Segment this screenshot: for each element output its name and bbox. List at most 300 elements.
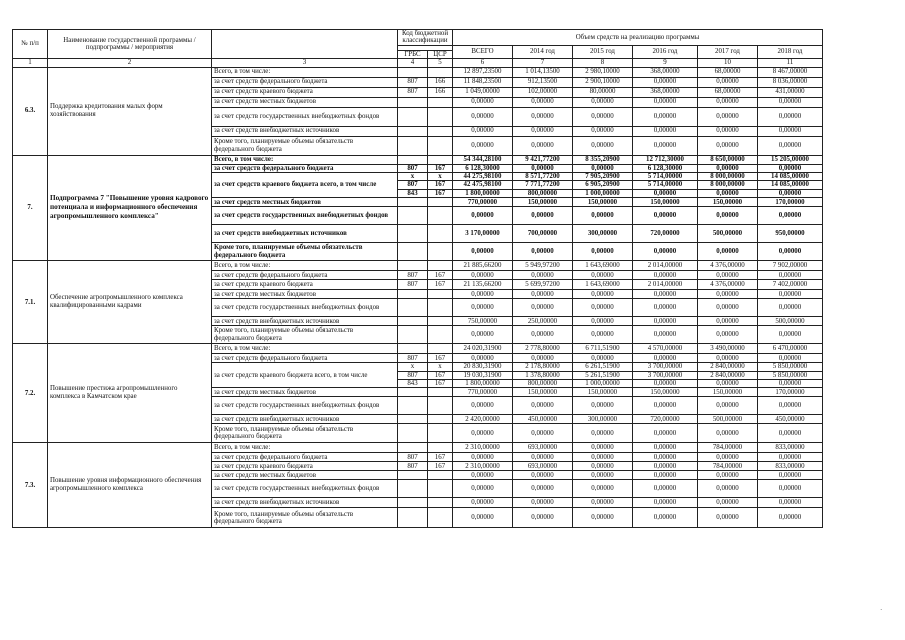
row-csr xyxy=(428,67,453,77)
row-value-year: 1 643,69000 xyxy=(573,280,633,290)
header-total: ВСЕГО xyxy=(453,45,513,58)
header-index-9: 9 xyxy=(633,59,698,67)
row-value-year: 0,00000 xyxy=(698,207,758,225)
subrow-csr: 167 xyxy=(428,189,453,197)
row-value-year: 0,00000 xyxy=(573,97,633,107)
row-value-year: 0,00000 xyxy=(633,136,698,155)
row-grbs xyxy=(398,299,428,317)
row-value-year: 500,00000 xyxy=(758,317,823,326)
subrow-value-year: 0,00000 xyxy=(633,380,698,388)
row-csr xyxy=(428,155,453,164)
row-grbs xyxy=(398,198,428,207)
row-value-year: 0,00000 xyxy=(758,271,823,280)
row-value-year: 833,00000 xyxy=(758,462,823,471)
row-value-year: 0,00000 xyxy=(698,299,758,317)
row-grbs xyxy=(398,508,428,528)
row-value-year: 0,00000 xyxy=(513,299,573,317)
row-value-total: 0,00000 xyxy=(453,107,513,126)
row-value-year: 0,00000 xyxy=(573,424,633,443)
row-csr xyxy=(428,198,453,207)
row-value-year: 0,00000 xyxy=(758,136,823,155)
row-csr xyxy=(428,317,453,326)
row-value-year: 0,00000 xyxy=(698,508,758,528)
row-label: за счет средств федерального бюджета xyxy=(212,271,398,280)
row-grbs: 807 xyxy=(398,164,428,172)
row-csr xyxy=(428,344,453,354)
row-csr xyxy=(428,97,453,107)
subrow-value-total: 42 475,98100 xyxy=(453,181,513,189)
row-csr: 167 xyxy=(428,271,453,280)
row-value-year: 150,00000 xyxy=(633,198,698,207)
row-grbs: 807 xyxy=(398,87,428,97)
row-value-year: 0,00000 xyxy=(513,207,573,225)
subrow-value-year: 3 700,00000 xyxy=(633,371,698,379)
subrow-value-year: 5 850,00000 xyxy=(758,371,823,379)
row-value-year: 0,00000 xyxy=(573,443,633,453)
subrow-value-year: 0,00000 xyxy=(758,380,823,388)
row-value-year: 0,00000 xyxy=(513,126,573,136)
row-value-year: 0,00000 xyxy=(573,243,633,261)
row-value-year: 0,00000 xyxy=(633,471,698,480)
section-index: 7. xyxy=(13,155,48,261)
row-label: Всего, в том числе: xyxy=(212,344,398,354)
row-value-year: 0,00000 xyxy=(758,299,823,317)
row-csr: 167 xyxy=(428,164,453,172)
row-value-year: 150,00000 xyxy=(698,388,758,397)
row-csr: х xyxy=(428,173,453,181)
row-csr xyxy=(428,136,453,155)
row-value-year: 0,00000 xyxy=(573,317,633,326)
header-volume: Объем средств на реализацию программы xyxy=(453,30,823,46)
row-value-year: 0,00000 xyxy=(633,508,698,528)
row-label: Всего, в том числе: xyxy=(212,443,398,453)
row-grbs xyxy=(398,317,428,326)
row-value-year: 0,00000 xyxy=(573,462,633,471)
row-value-total: 20 830,31900 xyxy=(453,363,513,371)
row-value-total: 1 049,00000 xyxy=(453,87,513,97)
row-value-year: 720,00000 xyxy=(633,415,698,424)
row-value-year: 0,00000 xyxy=(513,107,573,126)
row-label: Всего, в том числе: xyxy=(212,261,398,271)
row-value-total: 2 420,00000 xyxy=(453,415,513,424)
row-grbs: 807 xyxy=(398,77,428,87)
row-value-year: 0,00000 xyxy=(513,498,573,508)
row-value-year: 6 128,30000 xyxy=(633,164,698,172)
row-value-year: 0,00000 xyxy=(633,453,698,462)
row-value-year: 0,00000 xyxy=(698,126,758,136)
row-value-year: 0,00000 xyxy=(758,471,823,480)
row-value-total: 11 848,23500 xyxy=(453,77,513,87)
row-value-total: 0,00000 xyxy=(453,397,513,415)
subrow-value-year: 0,00000 xyxy=(633,189,698,197)
row-csr xyxy=(428,243,453,261)
row-value-year: 2 178,80000 xyxy=(513,363,573,371)
row-value-year: 3 700,00000 xyxy=(633,363,698,371)
row-value-total: 0,00000 xyxy=(453,498,513,508)
header-year-2014: 2014 год xyxy=(513,45,573,58)
row-value-year: 300,00000 xyxy=(573,225,633,243)
row-grbs xyxy=(398,67,428,77)
row-value-year: 0,00000 xyxy=(758,354,823,363)
row-value-year: 2 900,10000 xyxy=(573,77,633,87)
row-value-year: 8 000,00000 xyxy=(698,173,758,181)
row-value-year: 4 570,00000 xyxy=(633,344,698,354)
table-row xyxy=(13,67,823,77)
row-value-year: 0,00000 xyxy=(573,299,633,317)
row-value-year: 0,00000 xyxy=(758,480,823,498)
section-name: Подпрограмма 7 "Повышение уровня кадрового потенциала и информационного обеспечения агропромышленного комплекса" xyxy=(48,155,212,261)
row-value-total: 0,00000 xyxy=(453,299,513,317)
row-value-total: 12 897,23500 xyxy=(453,67,513,77)
table-row xyxy=(13,344,823,354)
row-value-year: 150,00000 xyxy=(513,198,573,207)
row-label: за счет средств краевого бюджета xyxy=(212,462,398,471)
row-value-year: 9 421,77200 xyxy=(513,155,573,164)
row-value-total: 2 310,00000 xyxy=(453,443,513,453)
row-grbs xyxy=(398,261,428,271)
row-grbs xyxy=(398,344,428,354)
subrow-csr: 167 xyxy=(428,181,453,189)
row-value-year: 0,00000 xyxy=(698,498,758,508)
row-csr: 167 xyxy=(428,280,453,290)
row-value-total: 0,00000 xyxy=(453,290,513,299)
row-value-total: 0,00000 xyxy=(453,508,513,528)
header-name: Наименование государственной программы / подпрограммы / мероприятия xyxy=(48,30,212,59)
row-label: Кроме того, планируемые объемы обязательств федерального бюджета xyxy=(212,326,398,344)
subrow-value-year: 14 085,00000 xyxy=(758,181,823,189)
row-value-year: 0,00000 xyxy=(698,471,758,480)
row-csr: 167 xyxy=(428,354,453,363)
row-grbs xyxy=(398,498,428,508)
row-value-year: 2 840,00000 xyxy=(698,363,758,371)
row-grbs xyxy=(398,424,428,443)
row-label: за счет средств краевого бюджета всего, в том числе xyxy=(212,173,398,198)
page-mark: · xyxy=(880,606,883,614)
row-grbs xyxy=(398,326,428,344)
row-value-year: 0,00000 xyxy=(573,207,633,225)
row-csr: х xyxy=(428,363,453,371)
row-value-year: 1 014,13500 xyxy=(513,67,573,77)
row-value-year: 6 470,00000 xyxy=(758,344,823,354)
row-grbs xyxy=(398,480,428,498)
row-grbs xyxy=(398,207,428,225)
row-value-year: 0,00000 xyxy=(758,424,823,443)
row-value-year: 0,00000 xyxy=(513,424,573,443)
row-label: за счет средств внебюджетных источников xyxy=(212,126,398,136)
row-value-year: 693,00000 xyxy=(513,443,573,453)
row-grbs xyxy=(398,471,428,480)
row-value-year: 0,00000 xyxy=(698,77,758,87)
row-value-year: 0,00000 xyxy=(633,126,698,136)
row-value-year: 0,00000 xyxy=(513,354,573,363)
row-value-total: 0,00000 xyxy=(453,126,513,136)
subrow-value-year: 6 905,20900 xyxy=(573,181,633,189)
row-value-year: 14 085,00000 xyxy=(758,173,823,181)
table-body xyxy=(13,67,823,528)
row-value-year: 0,00000 xyxy=(573,480,633,498)
row-value-year: 68,00000 xyxy=(698,87,758,97)
row-value-year: 0,00000 xyxy=(698,424,758,443)
subrow-value-year: 800,00000 xyxy=(513,380,573,388)
row-value-year: 7 402,00000 xyxy=(758,280,823,290)
row-value-year: 8 036,00000 xyxy=(758,77,823,87)
row-label: Всего, в том числе: xyxy=(212,155,398,164)
row-value-year: 150,00000 xyxy=(573,388,633,397)
section-index: 7.2. xyxy=(13,344,48,443)
row-value-year: 0,00000 xyxy=(513,397,573,415)
row-value-year: 8 571,77200 xyxy=(513,173,573,181)
table-row xyxy=(13,261,823,271)
row-value-year: 0,00000 xyxy=(758,243,823,261)
row-value-year: 0,00000 xyxy=(698,271,758,280)
row-label: за счет средств краевого бюджета xyxy=(212,280,398,290)
row-value-year: 0,00000 xyxy=(698,354,758,363)
row-value-year: 368,00000 xyxy=(633,67,698,77)
row-value-year: 0,00000 xyxy=(633,271,698,280)
subrow-value-year: 2 840,00000 xyxy=(698,371,758,379)
row-grbs xyxy=(398,107,428,126)
header-index-7: 7 xyxy=(513,59,573,67)
row-grbs: 807 xyxy=(398,271,428,280)
row-csr xyxy=(428,299,453,317)
row-csr xyxy=(428,290,453,299)
row-value-year: 150,00000 xyxy=(513,388,573,397)
row-csr xyxy=(428,225,453,243)
row-label: за счет средств федерального бюджета xyxy=(212,164,398,172)
row-label: за счет средств государственных внебюджетных фондов xyxy=(212,207,398,225)
row-value-year: 0,00000 xyxy=(513,271,573,280)
row-value-year: 0,00000 xyxy=(513,453,573,462)
row-value-total: 44 275,98100 xyxy=(453,173,513,181)
row-value-year: 784,00000 xyxy=(698,462,758,471)
header-csr: ЦСР xyxy=(428,50,453,58)
row-value-total: 0,00000 xyxy=(453,424,513,443)
table-header xyxy=(13,30,823,68)
section-name: Поддержка кредитования малых форм хозяйствования xyxy=(48,67,212,155)
section-index: 6.3. xyxy=(13,67,48,155)
row-grbs xyxy=(398,290,428,299)
row-value-year: 0,00000 xyxy=(573,354,633,363)
row-value-total: 54 344,28100 xyxy=(453,155,513,164)
row-value-year: 0,00000 xyxy=(633,77,698,87)
row-value-total: 21 885,66200 xyxy=(453,261,513,271)
row-grbs xyxy=(398,225,428,243)
budget-table xyxy=(12,29,823,528)
subrow-value-year: 0,00000 xyxy=(698,380,758,388)
subrow-value-year: 8 000,00000 xyxy=(698,181,758,189)
row-value-year: 0,00000 xyxy=(573,290,633,299)
row-csr xyxy=(428,107,453,126)
row-value-year: 102,00000 xyxy=(513,87,573,97)
row-value-year: 833,00000 xyxy=(758,443,823,453)
row-value-year: 0,00000 xyxy=(698,136,758,155)
row-value-year: 0,00000 xyxy=(513,243,573,261)
row-label: Всего, в том числе: xyxy=(212,67,398,77)
row-value-year: 0,00000 xyxy=(758,207,823,225)
row-label: Кроме того, планируемые объемы обязательств федерального бюджета xyxy=(212,424,398,443)
row-value-year: 15 205,00000 xyxy=(758,155,823,164)
row-grbs xyxy=(398,155,428,164)
row-csr xyxy=(428,261,453,271)
row-label: за счет средств государственных внебюджетных фондов xyxy=(212,299,398,317)
row-value-year: 0,00000 xyxy=(573,271,633,280)
row-value-year: 0,00000 xyxy=(513,164,573,172)
subrow-grbs: 843 xyxy=(398,189,428,197)
row-label: за счет средств краевого бюджета всего, в том числе xyxy=(212,363,398,388)
row-value-year: 0,00000 xyxy=(573,326,633,344)
row-value-year: 0,00000 xyxy=(513,97,573,107)
row-value-year: 0,00000 xyxy=(698,97,758,107)
row-label: за счет средств внебюджетных источников xyxy=(212,317,398,326)
subrow-grbs: 807 xyxy=(398,181,428,189)
header-index-4: 4 xyxy=(398,59,428,67)
row-value-year: 0,00000 xyxy=(573,508,633,528)
row-grbs xyxy=(398,136,428,155)
row-value-year: 12 712,30000 xyxy=(633,155,698,164)
row-label: Кроме того, планируемые объемы обязательств федерального бюджета xyxy=(212,243,398,261)
row-value-year: 5 714,00000 xyxy=(633,173,698,181)
row-value-year: 8 467,00000 xyxy=(758,67,823,77)
row-csr xyxy=(428,397,453,415)
section-name: Повышение уровня информационного обеспечения агропромышленного комплекса xyxy=(48,443,212,528)
row-value-year: 0,00000 xyxy=(573,453,633,462)
row-value-year: 1 643,69000 xyxy=(573,261,633,271)
subrow-value-year: 0,00000 xyxy=(758,189,823,197)
row-value-year: 431,00000 xyxy=(758,87,823,97)
row-value-year: 0,00000 xyxy=(573,136,633,155)
subrow-value-year: 5 261,51900 xyxy=(573,371,633,379)
row-value-year: 950,00000 xyxy=(758,225,823,243)
row-label: за счет средств внебюджетных источников xyxy=(212,225,398,243)
row-value-year: 0,00000 xyxy=(573,164,633,172)
row-value-year: 0,00000 xyxy=(633,480,698,498)
row-label: за счет средств местных бюджетов xyxy=(212,97,398,107)
row-value-total: 0,00000 xyxy=(453,243,513,261)
row-csr xyxy=(428,424,453,443)
row-value-year: 150,00000 xyxy=(698,198,758,207)
row-csr: 166 xyxy=(428,77,453,87)
subrow-value-year: 1 000,00000 xyxy=(573,380,633,388)
row-value-year: 0,00000 xyxy=(633,243,698,261)
row-value-year: 300,00000 xyxy=(573,415,633,424)
header-num: № п/п xyxy=(13,30,48,59)
row-grbs xyxy=(398,397,428,415)
budget-table-sheet xyxy=(12,29,823,528)
row-value-year: 500,00000 xyxy=(698,415,758,424)
row-value-year: 0,00000 xyxy=(698,107,758,126)
row-value-year: 0,00000 xyxy=(698,290,758,299)
row-grbs xyxy=(398,97,428,107)
row-label: за счет средств государственных внебюджетных фондов xyxy=(212,107,398,126)
section-name: Обеспечение агропромышленного комплекса квалифицированными кадрами xyxy=(48,261,212,344)
row-value-year: 0,00000 xyxy=(633,207,698,225)
row-label: за счет средств местных бюджетов xyxy=(212,471,398,480)
header-year-2015: 2015 год xyxy=(573,45,633,58)
row-value-year: 720,00000 xyxy=(633,225,698,243)
row-value-total: 0,00000 xyxy=(453,480,513,498)
row-value-year: 0,00000 xyxy=(633,326,698,344)
row-value-total: 2 310,00000 xyxy=(453,462,513,471)
row-value-year: 0,00000 xyxy=(573,471,633,480)
row-value-year: 784,00000 xyxy=(698,443,758,453)
row-value-year: 0,00000 xyxy=(633,424,698,443)
row-csr xyxy=(428,498,453,508)
header-grbs: ГРБС xyxy=(398,50,428,58)
row-value-total: 21 135,66200 xyxy=(453,280,513,290)
row-value-year: 8 650,00000 xyxy=(698,155,758,164)
header-blank xyxy=(212,30,398,59)
subrow-value-total: 1 800,00000 xyxy=(453,380,513,388)
row-value-year: 0,00000 xyxy=(758,498,823,508)
row-value-total: 0,00000 xyxy=(453,326,513,344)
subrow-csr: 167 xyxy=(428,380,453,388)
row-value-year: 0,00000 xyxy=(698,243,758,261)
row-value-total: 0,00000 xyxy=(453,97,513,107)
header-year-2016: 2016 год xyxy=(633,45,698,58)
subrow-grbs: 843 xyxy=(398,380,428,388)
row-value-year: 2 980,10000 xyxy=(573,67,633,77)
row-value-year: 0,00000 xyxy=(513,471,573,480)
row-value-year: 693,00000 xyxy=(513,462,573,471)
row-label: за счет средств федерального бюджета xyxy=(212,453,398,462)
row-value-year: 5 699,97200 xyxy=(513,280,573,290)
row-value-year: 0,00000 xyxy=(513,508,573,528)
row-csr: 166 xyxy=(428,87,453,97)
row-csr xyxy=(428,443,453,453)
row-value-year: 450,00000 xyxy=(513,415,573,424)
row-value-total: 3 170,00000 xyxy=(453,225,513,243)
row-label: за счет средств федерального бюджета xyxy=(212,354,398,363)
row-value-year: 5 949,97200 xyxy=(513,261,573,271)
subrow-value-year: 1 378,80000 xyxy=(513,371,573,379)
row-value-total: 0,00000 xyxy=(453,354,513,363)
row-label: за счет средств государственных внебюджетных фондов xyxy=(212,480,398,498)
row-value-year: 0,00000 xyxy=(633,317,698,326)
subrow-csr: 167 xyxy=(428,371,453,379)
row-value-year: 500,00000 xyxy=(698,225,758,243)
row-value-year: 0,00000 xyxy=(758,107,823,126)
row-value-year: 3 490,00000 xyxy=(698,344,758,354)
header-year-2017: 2017 год xyxy=(698,45,758,58)
row-value-year: 2 778,80000 xyxy=(513,344,573,354)
row-grbs: х xyxy=(398,363,428,371)
row-value-year: 0,00000 xyxy=(758,326,823,344)
header-index-11: 11 xyxy=(758,59,823,67)
row-value-year: 0,00000 xyxy=(633,462,698,471)
row-value-year: 0,00000 xyxy=(698,326,758,344)
row-value-year: 150,00000 xyxy=(573,198,633,207)
row-value-year: 368,00000 xyxy=(633,87,698,97)
table-row xyxy=(13,155,823,164)
row-csr: 167 xyxy=(428,462,453,471)
row-grbs: х xyxy=(398,173,428,181)
row-value-year: 0,00000 xyxy=(633,443,698,453)
row-value-year: 80,00000 xyxy=(573,87,633,97)
row-value-year: 0,00000 xyxy=(573,498,633,508)
subrow-value-year: 1 000,00000 xyxy=(573,189,633,197)
row-grbs xyxy=(398,243,428,261)
subrow-value-total: 19 030,31900 xyxy=(453,371,513,379)
row-value-year: 0,00000 xyxy=(573,126,633,136)
row-value-total: 770,00000 xyxy=(453,198,513,207)
header-index-10: 10 xyxy=(698,59,758,67)
header-index-1: 1 xyxy=(13,59,48,67)
row-value-year: 0,00000 xyxy=(573,107,633,126)
row-value-year: 0,00000 xyxy=(633,290,698,299)
row-value-year: 150,00000 xyxy=(633,388,698,397)
row-value-year: 0,00000 xyxy=(698,317,758,326)
row-csr xyxy=(428,207,453,225)
